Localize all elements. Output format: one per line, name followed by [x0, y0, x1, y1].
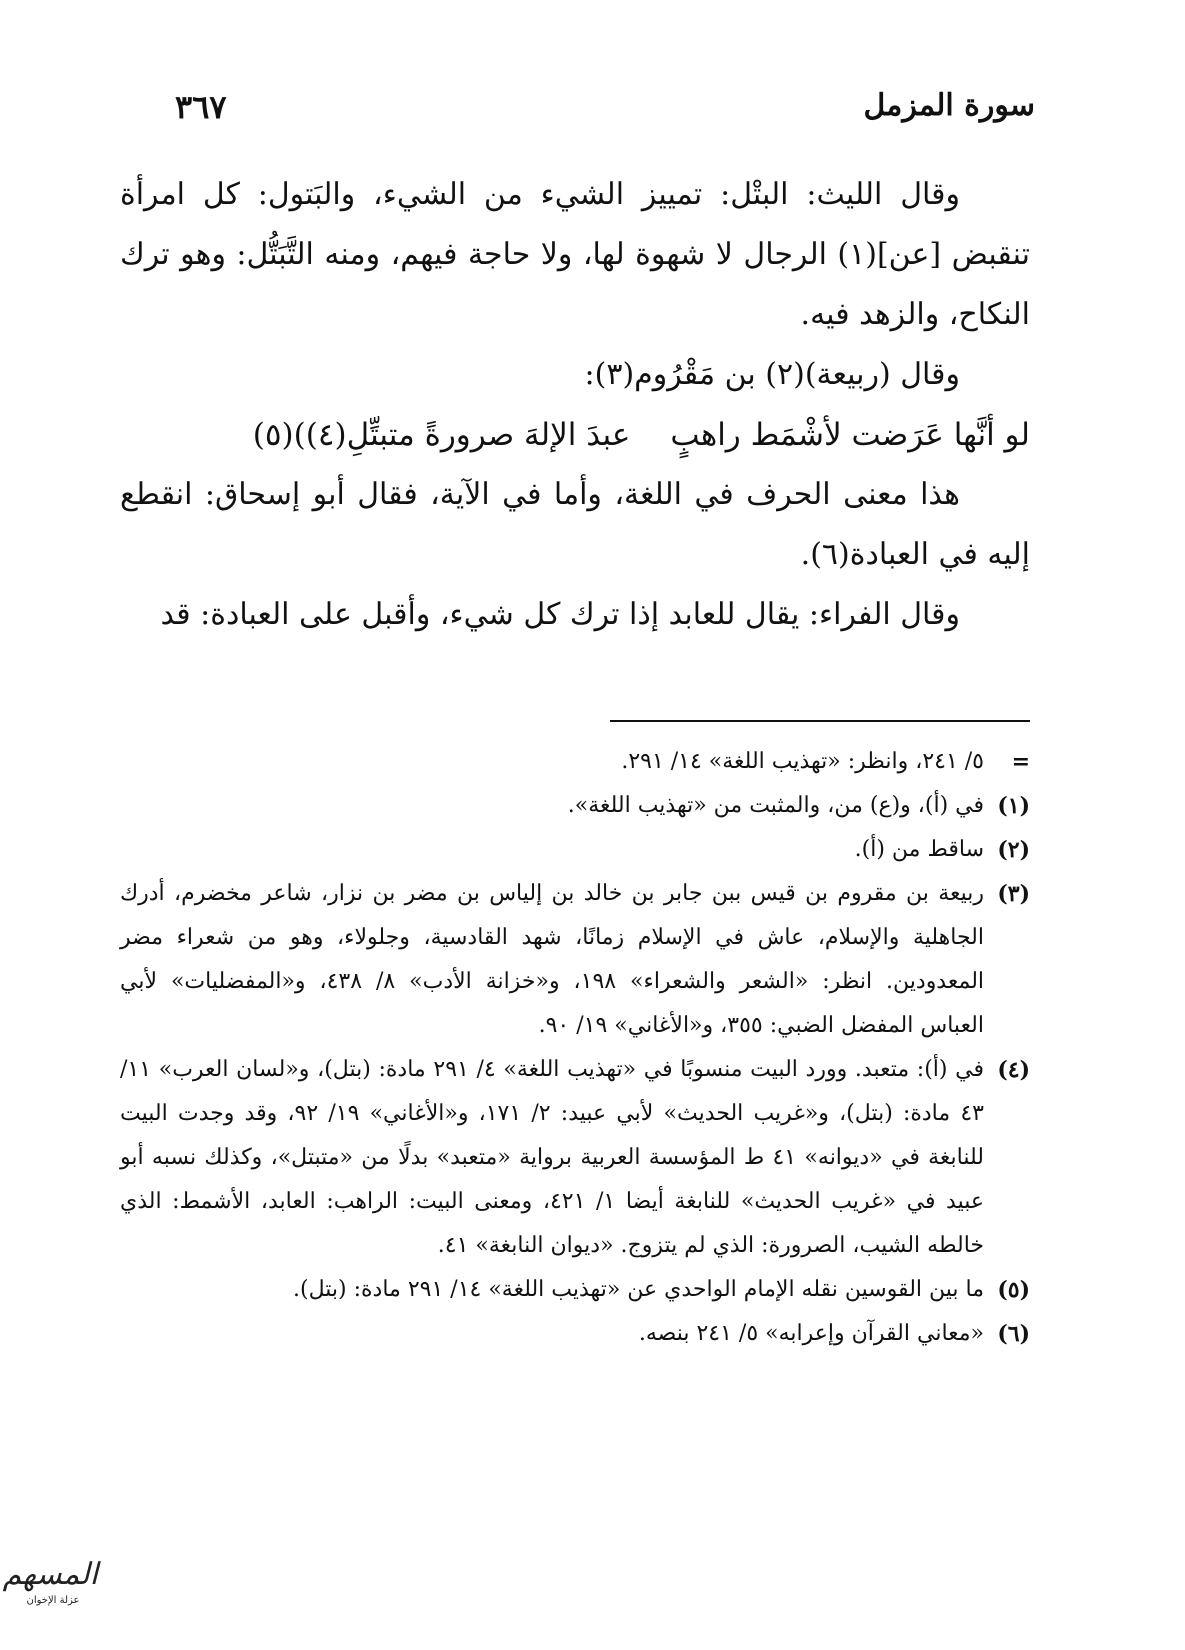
footnote-mark: (٥)	[997, 1277, 1030, 1303]
footnote-separator	[610, 720, 1030, 722]
footnote-text: في (أ): متعبد. وورد البيت منسوبًا في «تهذيب اللغة» ٤/ ٢٩١ مادة: (بتل)، و«لسان العرب» ١١/ ٤٣ مادة: (بتل)، و«غريب الحديث» لأبي عبيد: ٢/ ١٧١، و«الأغاني» ١٩/ ٩٢، وقد وجدت البيت للنابغة في «ديوانه» ٤١ ط المؤسسة العربية برواية «متعبد» بدلًا من «متبتل»، وكذلك نسبه أبو عبيد في «غريب الحديث» للنابغة أيضا ١/ ٤٢١، ومعنى البيت: الراهب: العابد، الأشمط: الذي خالطه الشيب، الصرورة: الذي لم يتزوج. «ديوان النابغة» ٤١.	[120, 1057, 985, 1258]
paragraph-laith: وقال الليث: البتْل: تمييز الشيء من الشيء، والبَتول: كل امرأة تنقبض [عن](١) الرجال لا شهوة لها، ولا حاجة فيهم، ومنه التَّبَتُّل: وهو ترك النكاح، والزهد فيه.	[120, 177, 1030, 332]
watermark-sub: عزلة الإخوان	[26, 1595, 80, 1606]
footnote-mark: (٦)	[997, 1321, 1030, 1347]
main-text	[120, 165, 1030, 645]
footnote-3	[120, 872, 1030, 1048]
page-number: ٣٦٧	[175, 88, 227, 126]
footnote-5	[120, 1268, 1030, 1312]
verse-first-hemistich: لو أنَّها عَرَضت لأشْمَط راهبٍ	[670, 417, 1030, 453]
footnote-mark: (٢)	[997, 837, 1030, 863]
footnote-continued	[120, 740, 1030, 784]
publisher-watermark-logo	[2, 1555, 98, 1615]
page-header	[175, 88, 1035, 138]
footnote-1	[120, 784, 1030, 828]
footnote-mark: (٣)	[997, 881, 1030, 907]
footnote-text: ٥/ ٢٤١، وانظر: «تهذيب اللغة» ١٤/ ٢٩١.	[621, 749, 984, 774]
footnote-text: في (أ)، و(ع) من، والمثبت من «تهذيب اللغة».	[567, 793, 984, 818]
footnote-mark: (١)	[997, 793, 1030, 819]
footnote-text: «معاني القرآن وإعرابه» ٥/ ٢٤١ بنصه.	[638, 1321, 984, 1346]
footnote-text: ساقط من (أ).	[854, 837, 984, 862]
poetry-verse	[120, 405, 1030, 465]
paragraph-meaning: هذا معنى الحرف في اللغة، وأما في الآية، فقال أبو إسحاق: انقطع إليه في العبادة(٦).	[120, 477, 1030, 572]
footnotes	[120, 740, 1030, 1356]
footnote-2	[120, 828, 1030, 872]
footnote-mark: (٤)	[997, 1057, 1030, 1083]
watermark-main: المسهم	[2, 1557, 98, 1592]
paragraph-farra: وقال الفراء: يقال للعابد إذا ترك كل شيء، وأقبل على العبادة: قد	[160, 597, 960, 632]
footnote-6	[120, 1312, 1030, 1356]
paragraph-rabia: وقال (ربيعة)(٢) بن مَقْرُوم(٣):	[584, 357, 960, 392]
footnote-text: ما بين القوسين نقله الإمام الواحدي عن «تهذيب اللغة» ١٤/ ٢٩١ مادة: (بتل).	[293, 1277, 984, 1302]
footnote-text: ربيعة بن مقروم بن قيس ببن جابر بن خالد بن إلياس بن مضر بن نزار، شاعر مخضرم، أدرك الجاهلية والإسلام، عاش في الإسلام زمانًا، شهد القادسية، وجلولاء، وهو من شعراء مضر المعدودين. انظر: «الشعر والشعراء» ١٩٨، و«خزانة الأدب» ٨/ ٤٣٨، و«المفضليات» لأبي العباس المفضل الضبي: ٣٥٥، و«الأغاني» ١٩/ ٩٠.	[120, 881, 985, 1038]
footnote-mark: =	[1011, 749, 1030, 775]
verse-second-hemistich: عبدَ الإلهَ صرورةً متبتِّلِ(٤))(٥)	[252, 417, 631, 453]
footnote-4	[120, 1048, 1030, 1268]
running-title: سورة المزمل	[863, 88, 1035, 123]
